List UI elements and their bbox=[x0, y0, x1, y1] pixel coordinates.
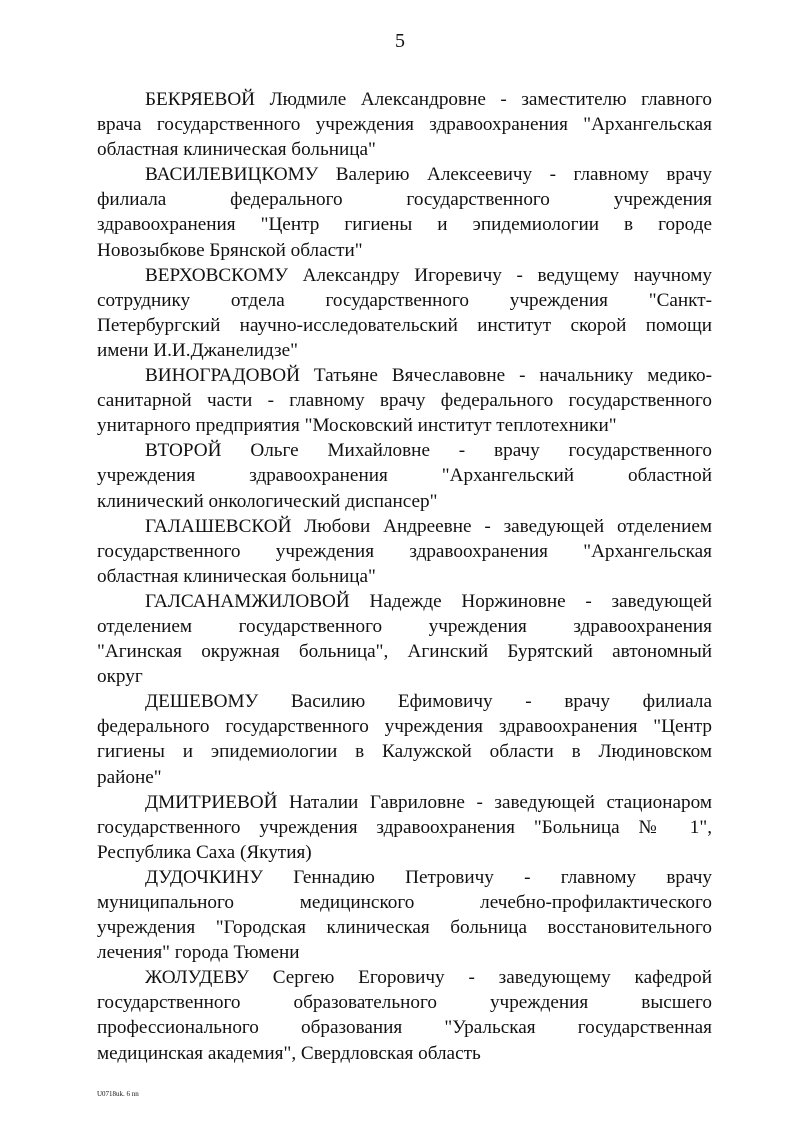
paragraph-line: Новозыбкове Брянской области" bbox=[97, 239, 363, 261]
paragraph-line: государственного учреждения здравоохранения "Больница № 1", bbox=[97, 816, 712, 838]
award-paragraph bbox=[97, 589, 712, 689]
page-number: 5 bbox=[395, 30, 405, 52]
paragraph-line: ВАСИЛЕВИЦКОМУ Валерию Алексеевичу - главному врачу bbox=[145, 164, 712, 186]
paragraph-line: Петербургский научно-исследовательский институт скорой помощи bbox=[97, 314, 712, 336]
paragraph-line: гигиены и эпидемиологии в Калужской области в Людиновском bbox=[97, 741, 712, 763]
award-paragraph bbox=[97, 87, 712, 162]
award-paragraph bbox=[97, 965, 712, 1065]
paragraph-line: санитарной части - главному врачу федерального государственного bbox=[97, 390, 712, 412]
paragraph-line: БЕКРЯЕВОЙ Людмиле Александровне - заместителю главного bbox=[145, 89, 712, 110]
paragraph-line: ВТОРОЙ Ольге Михайловне - врачу государственного bbox=[145, 440, 712, 462]
paragraph-line: имени И.И.Джанелидзе" bbox=[97, 339, 298, 361]
award-paragraph bbox=[97, 263, 712, 363]
paragraph-line: ДМИТРИЕВОЙ Наталии Гавриловне - заведующей стационаром bbox=[145, 791, 712, 813]
paragraph-line: "Агинская окружная больница", Агинский Бурятский автономный bbox=[97, 641, 712, 663]
award-paragraph bbox=[97, 438, 712, 513]
paragraph-line: учреждения здравоохранения "Архангельский областной bbox=[97, 465, 712, 487]
paragraph-line: муниципального медицинского лечебно-профилактического bbox=[97, 892, 712, 913]
award-paragraph bbox=[97, 162, 712, 262]
paragraph-line: здравоохранения "Центр гигиены и эпидемиологии в городе bbox=[97, 214, 712, 236]
paragraph-line: клинический онкологический диспансер" bbox=[97, 490, 438, 512]
paragraph-line: округ bbox=[97, 666, 143, 688]
paragraph-line: сотруднику отдела государственного учреждения "Санкт- bbox=[97, 289, 712, 311]
paragraph-line: ВИНОГРАДОВОЙ Татьяне Вячеславовне - начальнику медико- bbox=[145, 365, 712, 387]
footer-code: U0718uk. 6 nn bbox=[97, 1090, 139, 1098]
paragraph-line: государственного учреждения здравоохранения "Архангельская bbox=[97, 540, 712, 562]
document-body bbox=[97, 87, 712, 1066]
award-paragraph bbox=[97, 514, 712, 589]
paragraph-line: ГАЛСАНАМЖИЛОВОЙ Надежде Норжиновне - заведующей bbox=[145, 590, 712, 612]
paragraph-line: Республика Саха (Якутия) bbox=[97, 841, 312, 863]
paragraph-line: отделением государственного учреждения здравоохранения bbox=[97, 615, 712, 637]
paragraph-line: областная клиническая больница" bbox=[97, 565, 376, 587]
paragraph-line: профессионального образования "Уральская государственная bbox=[97, 1017, 712, 1039]
paragraph-line: федерального государственного учреждения здравоохранения "Центр bbox=[97, 716, 712, 738]
paragraph-line: ГАЛАШЕВСКОЙ Любови Андреевне - заведующей отделением bbox=[145, 515, 712, 537]
award-paragraph bbox=[97, 865, 712, 965]
paragraph-line: районе" bbox=[97, 766, 162, 788]
paragraph-line: лечения" города Тюмени bbox=[97, 942, 300, 964]
paragraph-line: филиала федерального государственного учреждения bbox=[97, 189, 712, 211]
paragraph-line: областная клиническая больница" bbox=[97, 139, 376, 161]
award-paragraph bbox=[97, 790, 712, 865]
paragraph-line: государственного образовательного учреждения высшего bbox=[97, 992, 712, 1014]
paragraph-line: ВЕРХОВСКОМУ Александру Игоревичу - ведущему научному bbox=[145, 264, 712, 286]
award-paragraph bbox=[97, 689, 712, 789]
paragraph-line: ЖОЛУДЕВУ Сергею Егоровичу - заведующему кафедрой bbox=[145, 967, 712, 989]
paragraph-line: ДУДОЧКИНУ Геннадию Петровичу - главному врачу bbox=[145, 866, 712, 888]
award-paragraph bbox=[97, 363, 712, 438]
paragraph-line: врача государственного учреждения здравоохранения "Архангельская bbox=[97, 114, 712, 136]
paragraph-line: ДЕШЕВОМУ Василию Ефимовичу - врачу филиала bbox=[145, 691, 712, 713]
paragraph-line: медицинская академия", Свердловская область bbox=[97, 1042, 481, 1064]
paragraph-line: учреждения "Городская клиническая больница восстановительного bbox=[97, 917, 712, 939]
paragraph-line: унитарного предприятия "Московский институт теплотехники" bbox=[97, 415, 617, 437]
